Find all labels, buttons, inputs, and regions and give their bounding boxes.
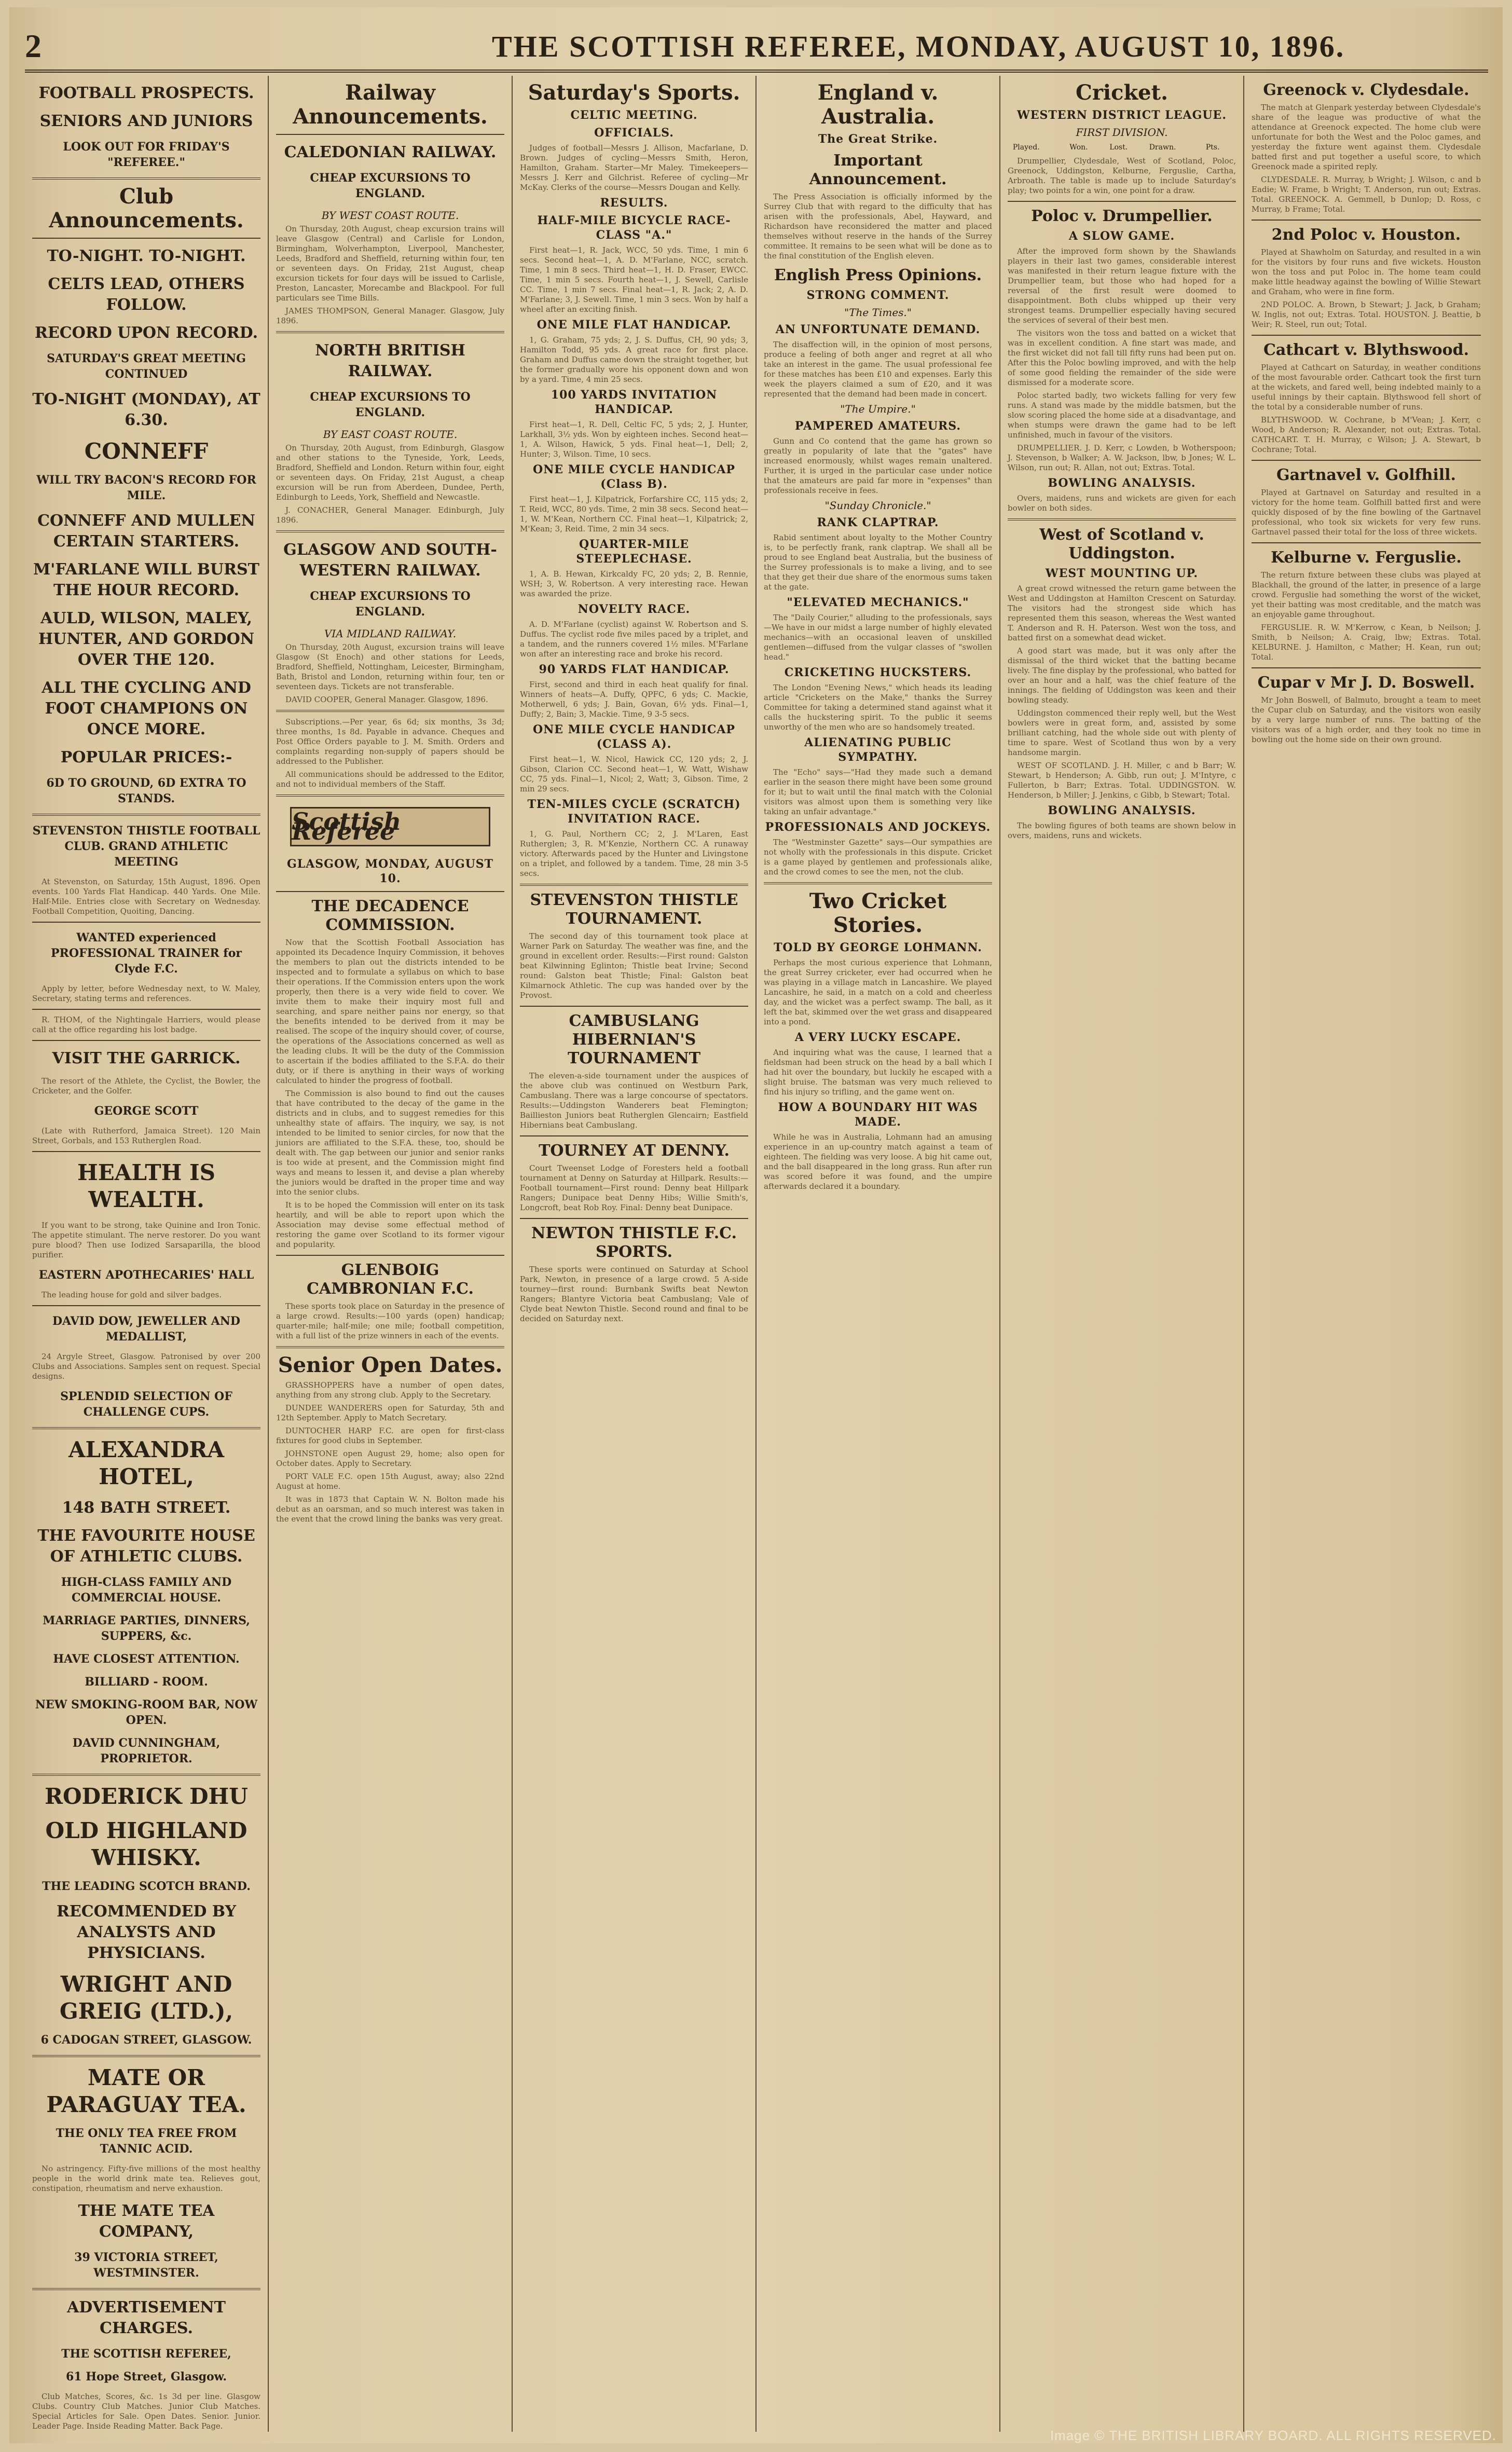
west-coast-route: BY WEST COAST ROUTE. xyxy=(321,209,459,222)
alexandra-address: 148 BATH STREET. xyxy=(62,1499,231,1517)
alienating-sympathy: ALIENATING PUBLIC SYMPATHY. xyxy=(804,736,952,764)
col-drawn: Drawn. xyxy=(1149,143,1176,152)
the-umpire: "The Umpire." xyxy=(840,403,916,415)
mate-address: 39 VICTORIA STREET, WESTMINSTER. xyxy=(74,2251,218,2280)
scottish-referee-logo: Scottish Referee xyxy=(290,807,490,846)
ninety-yards: 90 YARDS FLAT HANDICAP. xyxy=(539,663,730,676)
conneff-name: CONNEFF xyxy=(84,439,209,464)
sunday-chronicle: "Sunday Chronicle." xyxy=(824,499,931,512)
cupar-boswell-heading: Cupar v Mr J. D. Boswell. xyxy=(1257,674,1475,692)
great-strike: The Great Strike. xyxy=(818,132,938,146)
eastern-apothecaries: EASTERN APOTHECARIES' HALL xyxy=(38,1268,254,1282)
saturday-great-meeting: SATURDAY'S GREAT MEETING CONTINUED xyxy=(47,352,246,381)
novelty-race: NOVELTY RACE. xyxy=(578,602,691,616)
alexandra-hotel: ALEXANDRA HOTEL, xyxy=(68,1437,225,1489)
masthead xyxy=(25,18,1488,73)
favourite-house: THE FAVOURITE HOUSE OF ATHLETIC CLUBS. xyxy=(37,1527,255,1566)
caledonian-railway: CALEDONIAN RAILWAY. xyxy=(284,143,497,161)
columns xyxy=(25,76,1488,2432)
one-mile-flat: ONE MILE FLAT HANDICAP. xyxy=(537,318,732,332)
results-heading: RESULTS. xyxy=(600,196,668,210)
col-lost: Lost. xyxy=(1109,143,1128,152)
pampered-amateurs: PAMPERED AMATEURS. xyxy=(794,419,961,433)
ten-miles-cycle: TEN-MILES CYCLE (SCRATCH) INVITATION RACE. xyxy=(527,798,741,826)
cambuslang-heading: CAMBUSLANG HIBERNIAN'S TOURNAMENT xyxy=(567,1012,701,1067)
smoking-room: NEW SMOKING-ROOM BAR, NOW OPEN. xyxy=(35,1698,258,1727)
bowling-analysis-2: BOWLING ANALYSIS. xyxy=(1048,804,1196,817)
marriage-parties: MARRIAGE PARTIES, DINNERS, SUPPERS, &c. xyxy=(43,1614,250,1643)
poloc-houston-heading: 2nd Poloc v. Houston. xyxy=(1271,226,1461,244)
stevenston-ad: STEVENSTON THISTLE FOOTBALL CLUB. GRAND ATHLETIC MEETING xyxy=(32,824,260,869)
senior-open-dates-heading: Senior Open Dates. xyxy=(278,1353,503,1377)
gartnavel-golfhill-heading: Gartnavel v. Golfhill. xyxy=(1276,466,1456,484)
newton-thistle-heading: NEWTON THISTLE F.C. SPORTS. xyxy=(531,1224,737,1261)
roderick-dhu: RODERICK DHU xyxy=(45,1784,248,1809)
glenboig-heading: GLENBOIG CAMBRONIAN F.C. xyxy=(307,1261,474,1298)
railway-heading: Railway Announcements. xyxy=(293,80,488,129)
copyright-notice: Image © THE BRITISH LIBRARY BOARD. ALL RIGHTS RESERVED. xyxy=(1050,2428,1496,2443)
celtic-meeting: CELTIC MEETING. xyxy=(570,108,698,122)
highland-whisky: OLD HIGHLAND WHISKY. xyxy=(45,1818,248,1870)
told-by-lohmann: TOLD BY GEORGE LOHMANN. xyxy=(774,941,982,954)
wright-greig-address: 6 CADOGAN STREET, GLASGOW. xyxy=(40,2033,252,2047)
one-mile-cycle-b: ONE MILE CYCLE HANDICAP (Class B). xyxy=(533,463,735,491)
tonight-banner: TO-NIGHT. TO-NIGHT. xyxy=(47,247,246,265)
column-3: Saturday's Sports. CELTIC MEETING. OFFICIALS. Judges of football—Messrs J. Allison, Macfarlane, D. Brown. Judges of cycling—Messrs Smith, Heron, Hamilton, Graham. Starter—Mr Maley. Timekeepers—Messrs J. Kerr and Gilchrist. Referee of cycling—Mr McKay. Clerks of the course—Messrs Dougan and Kelly. RESULTS. HALF-MILE BICYCLE RACE-CLASS "A." First heat—1, R. Jack, WCC, 50 yds. Time, 1 min 6 secs. Second heat—1, A. D. M'Farlane, NCC, scratch. Time, 1 min 8 secs. Third heat—1, H. D. Fraser, EWCC. Time, 1 min 5 secs. Fourth heat—1, J. Sewell, Carlisle CC. Time, 1 min 7 secs. Final heat—1, R. Jack; 2, A. D. M'Farlane; 3, J. Sewell. Time, 1 min 3 secs. Won by half a wheel after an exciting finish. ONE MILE FLAT HANDICAP. 1, G. Graham, 75 yds; 2, J. S. Duffus, CH, 90 yds; 3, Hamilton Todd, 95 yds. A great race for first place. Graham and Duffus came down the straight together, but the former gradually wore his opponent down and won by a yard. Time, 4 min 25 secs. 100 YARDS INVITATION HANDICAP. First heat—1, R. Dell, Celtic FC, 5 yds; 2, J. Hunter, Larkhall, 3½ yds. Won by eighteen inches. Second heat—1, A. Wilson, Hawick, 5 yds. Final heat—1, Dell; 2, Hunter; 3, Wilson. Time, 10 secs. ONE MILE CYCLE HANDICAP (Class B). First heat—1, J. Kilpatrick, Forfarshire CC, 115 yds; 2, T. Reid, WCC, 80 yds. Time, 2 min 38 secs. Second heat—1, W. M'Kean, Northern CC. Final heat—1, Kilpatrick; 2, M'Kean; 3, Reid. Time, 2 min 34 secs. QUARTER-MILE STEEPLECHASE. 1, A. B. Hewan, Kirkcaldy FC, 20 yds; 2, B. Rennie, WSH; 3, W. Robertson. A very interesting race. Hewan was awarded the prize. NOVELTY RACE. A. D. M'Farlane (cyclist) against W. Robertson and S. Duffus. The cyclist rode five miles paced by a triplet, and a tandem, and the runners covered 1½ miles. M'Farlane won after an interesting race and broke his record. 90 YARDS FLAT HANDICAP. First, second and third in each heat qualify for final. Winners of heats—A. Duffy, QPFC, 6 yds; C. Mackie, Motherwell, 6 yds; J. Bain, Govan, 6½ yds. Final—1, Duffy; 2, Bain; 3, Mackie. Time, 9 3-5 secs. ONE MILE CYCLE HANDICAP (CLASS A). First heat—1, W. Nicol, Hawick CC, 120 yds; 2, J. Gibson, Clarion CC. Second heat—1, W. Watt, Wishaw CC, 75 yds. Final—1, Nicol; 2, Watt; 3, Gibson. Time, 2 min 29 secs. TEN-MILES CYCLE (SCRATCH) INVITATION RACE. 1, G. Paul, Northern CC; 2, J. M'Laren, East Rutherglen; 3, R. M'Kenzie, Northern CC. A runaway victory. Afterwards paced by the Hunter and Livingstone on a triplet, and followed by a tandem. Time, 28 min 3-5 secs. STEVENSTON THISTLE TOURNAMENT. The second day of this tournament took place at Warner Park on Saturday. The weather was fine, and the ground in excellent order. Results:—First round: Galston beat Kilwinning Eglinton; Thistle beat Irvine; Second round: Galston beat Thistle; Final: Galston beat Kilmarnock Athletic. The cup was handed over by the Provost. CAMBUSLANG HIBERNIAN'S TOURNAMENT The eleven-a-side tournament under the auspices of the above club was continued on Westburn Park, Cambuslang. There was a large concourse of spectators. Results:—Uddingston Wanderers beat Flemington; Baillieston Juniors beat Rutherglen Glencairn; Eastfield Hibernians beat Cambuslang. TOURNEY AT DENNY. Court Tweenset Lodge of Foresters held a football tournament at Denny on Saturday at Hillpark. Results:—Football tournament—First round: Denny beat Hillpark Rangers; Dunipace beat Denny Hibs; Willie Smith's, Longcroft, beat Rob Roy. Final: Denny beat Dunipace. NEWTON THISTLE F.C. SPORTS. These sports were continued on Saturday at School Park, Newton, in presence of a large crowd. 5 A-side tourney—first round: Burnbank Swifts beat Newton Rangers; Blantyre Victoria beat Cambuslang; Vale of Clyde beat Newton Thistle. Second round and final to be decided on Saturday next. xyxy=(513,76,757,2432)
one-mile-cycle-a: ONE MILE CYCLE HANDICAP (CLASS A). xyxy=(533,723,735,751)
proprietor: DAVID CUNNINGHAM, PROPRIETOR. xyxy=(72,1736,221,1765)
england-australia-heading: England v. Australia. xyxy=(817,80,939,129)
george-scott: GEORGE SCOTT xyxy=(94,1104,199,1118)
western-district-league: WESTERN DISTRICT LEAGUE. xyxy=(1016,108,1227,122)
column-6: Greenock v. Clydesdale. The match at Glenpark yesterday between Clydesdale's share of the league was productive of what the attendance at Greenock expected. The home club were unfortunate for both the West and the Poloc games, and yesterday the fixture went against them. Clydesdale batted first and put together a useful score, to which Greenock made a spirited reply. CLYDESDALE. R. Murray, b Wright; J. Wilson, c and b Eadie; W. Frame, b Wright; T. Anderson, run out; Extras. Total. GREENOCK. A. Gemmell, b Dunlop; D. Ross, c Murray, b Frame; Total. 2nd Poloc v. Houston. Played at Shawholm on Saturday, and resulted in a win for the visitors by four runs and five wickets. Houston won the toss and put Poloc in. The home team could make little headway against the bowling of Willie Stewart and Graham, who were in fine form. 2ND POLOC. A. Brown, b Stewart; J. Jack, b Graham; W. Inglis, not out; Extras. Total. HOUSTON. J. Beattie, b Weir; R. Steel, run out; Total. Cathcart v. Blythswood. Played at Cathcart on Saturday, in weather conditions of the most favourable order. Cathcart took the first turn at the wickets, and fared well, being indebted mainly to a useful innings by their captain. Blythswood fell short of the total by a considerable number of runs. BLYTHSWOOD. W. Cochrane, b M'Vean; J. Kerr, c Wood, b Anderson; R. Alexander, not out; Extras. Total. CATHCART. T. H. Murray, c Wilson; J. A. Stewart, b Cochrane; Total. Gartnavel v. Golfhill. Played at Gartnavel on Saturday and resulted in a victory for the home team. Golfhill batted first and were quickly disposed of by the fine bowling of the Gartnavel professional, who took six wickets for very few runs. Gartnavel passed their total for the loss of three wickets. Kelburne v. Ferguslie. The return fixture between these clubs was played at Blackhall, the ground of the latter, in presence of a large crowd. Ferguslie had something the worst of the wicket, yet their batting was most creditable, and the match was an enjoyable game throughout. FERGUSLIE. R. W. M'Kerrow, c Kean, b Neilson; J. Smith, b Neilson; A. Craig, lbw; Extras. Total. KELBURNE. J. Hamilton, c Mather; H. Kean, run out; Total. Cupar v Mr J. D. Boswell. Mr John Boswell, of Balmuto, brought a team to meet the Cupar club on Saturday, and the visitors won easily by a very large number of runs. The batting of the visitors was of a high order, and they took no time in bowling out the home side on their own ground. xyxy=(1252,81,1481,744)
important-announcement: Important Announcement. xyxy=(809,152,947,188)
column-5: Cricket. WESTERN DISTRICT LEAGUE. FIRST DIVISION. Played. Won. Lost. Drawn. Pts. Drumpellier, Clydesdale, West of Scotland, Poloc, Greenock, Uddingston, Kelburne, Ferguslie, Cartha, Arbroath. The table is made up to include Saturday's play; two points for a win, one point for a draw. Poloc v. Drumpellier. A SLOW GAME. After the improved form shown by the Shawlands players in their last two games, considerable interest was manifested in their return league fixture with the Drumpellier team, but those who had hoped for a reversal of the first result were doomed to disappointment. Both clubs whipped up their very strongest teams. Drumpellier especially having secured the services of several of their best men. The visitors won the toss and batted on a wicket that was in excellent condition. A fine start was made, and the first wicket did not fall till fifty runs had been put on. After this the Poloc bowling improved, and with the help of some good fielding the remainder of the side were dismissed for a moderate score. Poloc started badly, two wickets falling for very few runs. A stand was made by the middle batsmen, but the slow scoring placed the home side at a disadvantage, and when stumps were drawn the game had to be left unfinished, much in favour of the visitors. DRUMPELLIER. J. D. Kerr, c Lowden, b Wotherspoon; J. Stevenson, b Walker; A. W. Jackson, lbw, b Jones; W. L. Wilson, run out; R. Allan, not out; Extras. Total. BOWLING ANALYSIS. Overs, maidens, runs and wickets are given for each bowler on both sides. West of Scotland v. Uddingston. WEST MOUNTING UP. A great crowd witnessed the return game between the West and Uddingston at Hamilton Crescent on Saturday. The visitors had the strongest side which has represented them this season, whereas the West wanted T. Anderson and R. H. Paterson. West won the toss, and batted first on a somewhat dead wicket. A good start was made, but it was only after the dismissal of the third wicket that the batting became lively. The fine display by the professional, who batted for over an hour and a half, was the chief feature of the innings. The fielding of Uddingston was keen and their bowling steady. Uddingston commenced their reply well, but the West bowlers were in great form, and, assisted by some brilliant catching, had the whole side out with plenty of time to spare. West of Scotland thus won by a very handsome margin. WEST OF SCOTLAND. J. H. Miller, c and b Barr; W. Stewart, b Henderson; A. Gibb, run out; J. M'Intyre, c Fullerton, b Barr; Extras. Total. UDDINGSTON. W. Henderson, b Miller; J. Jenkins, c Gibb, b Stewart; Total. BOWLING ANALYSIS. The bowling figures of both teams are shown below in overs, maidens, runs and wickets. xyxy=(1000,76,1244,2432)
tonight-monday: TO-NIGHT (MONDAY), AT 6.30. xyxy=(32,390,260,429)
closest-attention: HAVE CLOSEST ATTENTION. xyxy=(53,1652,240,1666)
col-pts: Pts. xyxy=(1205,143,1220,152)
club-announcements-heading: Club Announcements. xyxy=(49,184,244,232)
via-midland: VIA MIDLAND RAILWAY. xyxy=(324,627,457,640)
seniors-juniors: SENIORS AND JUNIORS xyxy=(39,112,253,130)
cricket-heading: Cricket. xyxy=(1075,80,1169,105)
auld-wilson-line: AULD, WILSON, MALEY, HUNTER, AND GORDON OVER THE 120. xyxy=(38,609,255,669)
column-2: Railway Announcements. CALEDONIAN RAILWAY. CHEAP EXCURSIONS TO ENGLAND. BY WEST COAST ROUTE. On Thursday, 20th August, cheap excursion trains will leave Glasgow (Central) and Carlisle for London, Birmingham, Wolverhampton, Liverpool, Manchester, Leeds, Bradford and Sheffield, returning within four, ten or seventeen days. On Friday, 21st August, cheap excursion tickets for four days will be issued to Carlisle, Preston, Lancaster, Morecambe and Blackpool. For full particulars see Time Bills. JAMES THOMPSON, General Manager. Glasgow, July 1896. NORTH BRITISH RAILWAY. CHEAP EXCURSIONS TO ENGLAND. BY EAST COAST ROUTE. On Thursday, 20th August, from Edinburgh, Glasgow and other stations to the Tyneside, York, Leeds, Bradford, Sheffield and London. Return within four, eight or seventeen days. On Friday, 21st August, a cheap excursion will be run from Aberdeen, Dundee, Perth, Edinburgh to Leeds, York, Sheffield and Newcastle. J. CONACHER, General Manager. Edinburgh, July 1896. GLASGOW AND SOUTH-WESTERN RAILWAY. CHEAP EXCURSIONS TO ENGLAND. VIA MIDLAND RAILWAY. On Thursday, 20th August, excursion trains will leave Glasgow (St Enoch) and other stations for Leeds, Bradford, Sheffield, Nottingham, Leicester, Birmingham, Bath, Bristol and London, returning within four, ten or seventeen days. Tickets are not transferable. DAVID COOPER, General Manager. Glasgow, 1896. Subscriptions.—Per year, 6s 6d; six months, 3s 3d; three months, 1s 8d. Payable in advance. Cheques and Post Office Orders payable to J. M. Smith. Orders and complaints regarding non-supply of papers should be addressed to the Publisher. All communications should be addressed to the Editor, and not to individual members of the Staff. Scottish Referee GLASGOW, MONDAY, AUGUST 10. THE DECADENCE COMMISSION. Now that the Scottish Football Association has appointed its Decadence Inquiry Commission, it behoves the members to plan out the districts intended to be inspected and to formulate a syllabus on which to base their operations. If the Commission enters upon the work properly, then there is a very wide field to cover. We invite them to make their inquiry most full and searching, and spare neither pains nor energy, so that the benefits intended to be derived from it may be realised. The scope of the inquiry should cover, of course, the operations of the Associations concerned as well as the leading clubs. It will be the duty of the Commission to ascertain if the bodies affiliated to the S.F.A. do their duty, or if there is anything in their ways of working calculated to hinder the progress of football. The Commission is also bound to find out the causes that have contributed to the decay of the game in the districts and in clubs, and to suggest remedies for this unhealthy state of affairs. The inquiry, we say, is not intended to be limited to senior circles, for now that the juniors are affiliated to the S.F.A. these, too, should be dealt with. The gap between our junior and senior ranks is too wide at present, and the Commission might find ways and means to lessen it, and devise a plan whereby the juniors would be drafted in the proper time and way into the senior clubs. It is to be hoped the Commission will enter on its task heartily, and will be able to report upon which the Association may devise some effectual method of restoring the game over Scotland to its former vigour and popularity. GLENBOIG CAMBRONIAN F.C. These sports took place on Saturday in the presence of a large crowd. Results:—100 yards (open) handicap; quarter-mile; half-mile; one mile; football competition, with a full list of the prize winners in each of the events. Senior Open Dates. GRASSHOPPERS have a number of open dates, anything from any strong club. Apply to the Secretary. DUNDEE WANDERERS open for Saturday, 5th and 12th September. Apply to Match Secretary. DUNTOCHER HARP F.C. are open for first-class fixtures for good clubs in September. JOHNSTONE open August 29, home; also open for October dates. Apply to Secretary. PORT VALE F.C. open 15th August, away; also 22nd August at home. It was in 1873 that Captain W. N. Bolton made his debut as an oarsman, and so much interest was taken in the event that the crowd lining the banks was very great. xyxy=(269,76,513,2432)
col-won: Won. xyxy=(1069,143,1088,152)
first-division: FIRST DIVISION. xyxy=(1076,126,1168,139)
prices-detail: 6D TO GROUND, 6D EXTRA TO STANDS. xyxy=(46,776,246,805)
col-played: Played. xyxy=(1012,143,1040,152)
conneff-record: WILL TRY BACON'S RECORD FOR MILE. xyxy=(36,473,256,502)
advertisement-charges: ADVERTISEMENT CHARGES. xyxy=(66,2298,226,2337)
mate-tea: MATE OR PARAGUAY TEA. xyxy=(46,2065,246,2117)
health-wealth: HEALTH IS WEALTH. xyxy=(77,1160,215,1212)
gsw-cheap: CHEAP EXCURSIONS TO ENGLAND. xyxy=(310,590,471,619)
visit-garrick: VISIT THE GARRICK. xyxy=(52,1049,241,1067)
adv-address: 61 Hope Street, Glasgow. xyxy=(65,2370,227,2383)
officials-heading: OFFICIALS. xyxy=(594,126,674,140)
bowling-analysis-1: BOWLING ANALYSIS. xyxy=(1048,476,1196,490)
hundred-yards: 100 YARDS INVITATION HANDICAP. xyxy=(551,388,718,416)
caledonian-cheap: CHEAP EXCURSIONS TO ENGLAND. xyxy=(310,171,471,200)
north-british-railway: NORTH BRITISH RAILWAY. xyxy=(315,341,465,380)
the-times: "The Times." xyxy=(844,306,912,319)
billiard-room: BILLIARD - ROOM. xyxy=(85,1675,208,1689)
west-mounting-up: WEST MOUNTING UP. xyxy=(1045,567,1199,580)
press-opinions-heading: English Press Opinions. xyxy=(774,266,982,284)
poloc-drumpellier-heading: Poloc v. Drumpellier. xyxy=(1031,207,1213,225)
record-upon-record: RECORD UPON RECORD. xyxy=(34,324,258,342)
kelburne-ferguslie-heading: Kelburne v. Ferguslie. xyxy=(1271,549,1462,567)
all-cycling-line: ALL THE CYCLING AND FOOT CHAMPIONS ON ONCE MORE. xyxy=(42,679,251,738)
glasgow-sw-railway: GLASGOW AND SOUTH-WESTERN RAILWAY. xyxy=(283,541,497,580)
stevenston-tournament-heading: STEVENSTON THISTLE TOURNAMENT. xyxy=(530,891,738,928)
david-dow: DAVID DOW, JEWELLER AND MEDALLIST, xyxy=(52,1314,241,1344)
half-mile-bicycle: HALF-MILE BICYCLE RACE-CLASS "A." xyxy=(537,214,731,242)
challenge-cups: SPLENDID SELECTION OF CHALLENGE CUPS. xyxy=(60,1390,232,1419)
unfortunate-demand: AN UNFORTUNATE DEMAND. xyxy=(775,323,981,336)
very-lucky-escape: A VERY LUCKY ESCAPE. xyxy=(794,1031,961,1044)
dateline: GLASGOW, MONDAY, AUGUST 10. xyxy=(286,857,494,885)
conneff-mullen: CONNEFF AND MULLEN CERTAIN STARTERS. xyxy=(37,512,255,551)
boundary-hit: HOW A BOUNDARY HIT WAS MADE. xyxy=(778,1101,978,1129)
elevated-mechanics: "ELEVATED MECHANICS." xyxy=(787,596,969,609)
decadence-commission-heading: THE DECADENCE COMMISSION. xyxy=(311,897,469,934)
leading-scotch: THE LEADING SCOTCH BRAND. xyxy=(42,1880,251,1893)
column-4: England v. Australia. The Great Strike. Important Announcement. The Press Association is officially informed by the Surrey Club that with regard to the difficulty that has arisen with the professionals, Abel, Hayward, and Richardson have reconsidered the matter and placed themselves without reserve in the hands of the Surrey committee. It remains to be seen what will be done as to the final constitution of the English eleven. English Press Opinions. STRONG COMMENT. "The Times." AN UNFORTUNATE DEMAND. The disaffection will, in the opinion of most persons, produce a feeling of both anger and regret at all who take an interest in the game. The usual professional fee for these matches has been £10 and expenses. Early this week the players claimed a sum of £20, and it was represented that the demand had been made in concert. "The Umpire." PAMPERED AMATEURS. Gunn and Co contend that the game has grown so greatly in popularity of late that the "gates" have increased enormously, whilst wages remain unaltered. Further, it is urged in the particular case under notice that the amateurs are paid far more in "expenses" than professionals receive in fees. "Sunday Chronicle." RANK CLAPTRAP. Rabid sentiment about loyalty to the Mother Country is, to be perfectly frank, rank claptrap. We shall all be proud to see England beat Australia, but the business of the Surrey professionals is to make a living, and to see that they get their due share of the enormous sums taken at the gate. "ELEVATED MECHANICS." The "Daily Courier," alluding to the professionals, says—We have in our midst a large number of highly elevated mechanics—with an occasional leaven of unskilled gentlemen—diffused from the vulgar classes of "swollen head." CRICKETING HUCKSTERS. The London "Evening News," which heads its leading article "Cricketers on the Make," thanks the Surrey Committee for taking a determined stand against what it calls the huckstering spirit. To the public it seems unworthy of the men who are so handsomely treated. ALIENATING PUBLIC SYMPATHY. The "Echo" says—"Had they made such a demand earlier in the season there might have been some ground for it; but to wait until the final match with the Colonial visitors was almost upon them is something very like taking an unfair advantage." PROFESSIONALS AND JOCKEYS. The "Westminster Gazette" says—Our sympathies are not wholly with the professionals in this dispute. Cricket is a game played by gentlemen and professionals alike, and the crowd comes to see the men, not the club. Two Cricket Stories. TOLD BY GEORGE LOHMANN. Perhaps the most curious experience that Lohmann, the great Surrey cricketer, ever had occurred when he was playing in a village match in Lancashire. We played Lancashire, he said, in a match on a cold and cheerless day, and the wicket was a perfect swamp. The ball, as it left the bat, skimmed over the wet grass and disappeared into a pond. A VERY LUCKY ESCAPE. And inquiring what was the cause, I learned that a fieldsman had been struck on the head by a ball which I had hit over the boundary, but luckily he escaped with a slight bruise. The batsman was very much relieved to find his injury so trifling, and the game went on. HOW A BOUNDARY HIT WAS MADE. While he was in Australia, Lohmann had an amusing experience in an up-country match against a team of eighteen. The fielding was very loose. A big hit came out, and the ball disappeared in the long grass. Run after run was scored before it was found, and the umpire afterwards declared it a boundary. xyxy=(757,76,1000,2432)
wanted-trainer: WANTED experienced PROFESSIONAL TRAINER for Clyde F.C. xyxy=(51,931,242,976)
football-prospects-heading: FOOTBALL PROSPECTS. xyxy=(38,84,254,102)
professionals-jockeys: PROFESSIONALS AND JOCKEYS. xyxy=(765,820,991,834)
look-out-line: LOOK OUT FOR FRIDAY'S "REFEREE." xyxy=(63,140,230,169)
league-table xyxy=(1008,142,1236,153)
high-class-house: HIGH-CLASS FAMILY AND COMMERCIAL HOUSE. xyxy=(61,1576,232,1605)
east-coast-route: BY EAST COAST ROUTE. xyxy=(323,428,458,441)
cricketing-hucksters: CRICKETING HUCKSTERS. xyxy=(784,666,972,679)
west-uddingston-heading: West of Scotland v. Uddingston. xyxy=(1039,526,1204,563)
slow-game: A SLOW GAME. xyxy=(1068,229,1175,243)
adv-paper: THE SCOTTISH REFEREE, xyxy=(61,2347,231,2361)
quarter-steeplechase: QUARTER-MILE STEEPLECHASE. xyxy=(576,538,692,566)
popular-prices: POPULAR PRICES:- xyxy=(60,748,232,766)
wright-greig: WRIGHT AND GREIG (LTD.), xyxy=(59,1971,233,2024)
greenock-clydesdale-heading: Greenock v. Clydesdale. xyxy=(1263,81,1469,99)
page-number: 2 xyxy=(25,28,42,64)
saturdays-sports-heading: Saturday's Sports. xyxy=(528,80,740,105)
newspaper-title: THE SCOTTISH REFEREE, MONDAY, AUGUST 10, 1896. xyxy=(492,30,1345,63)
tourney-denny-heading: TOURNEY AT DENNY. xyxy=(539,1142,730,1160)
cathcart-blythswood-heading: Cathcart v. Blythswood. xyxy=(1263,341,1469,359)
nb-cheap: CHEAP EXCURSIONS TO ENGLAND. xyxy=(310,390,471,419)
mcfarlane-line: M'FARLANE WILL BURST THE HOUR RECORD. xyxy=(33,560,260,599)
strong-comment: STRONG COMMENT. xyxy=(806,289,950,302)
two-cricket-stories-heading: Two Cricket Stories. xyxy=(809,889,947,937)
rank-claptrap: RANK CLAPTRAP. xyxy=(817,516,939,529)
celts-lead: CELTS LEAD, OTHERS FOLLOW. xyxy=(48,275,245,314)
table-header-row xyxy=(1008,142,1236,153)
recommended-by: RECOMMENDED BY ANALYSTS AND PHYSICIANS. xyxy=(56,1902,237,1962)
mate-sub: THE ONLY TEA FREE FROM TANNIC ACID. xyxy=(56,2127,237,2156)
mate-company: THE MATE TEA COMPANY, xyxy=(78,2202,215,2241)
column-1: FOOTBALL PROSPECTS. SENIORS AND JUNIORS LOOK OUT FOR FRIDAY'S "REFEREE." Club Announcements. TO-NIGHT. TO-NIGHT. CELTS LEAD, OTHERS FOLLOW. RECORD UPON RECORD. SATURDAY'S GREAT MEETING CONTINUED TO-NIGHT (MONDAY), AT 6.30. CONNEFF WILL TRY BACON'S RECORD FOR MILE. CONNEFF AND MULLEN CERTAIN STARTERS. M'FARLANE WILL BURST THE HOUR RECORD. AULD, WILSON, MALEY, HUNTER, AND GORDON OVER THE 120. ALL THE CYCLING AND FOOT CHAMPIONS ON ONCE MORE. POPULAR PRICES:- 6D TO GROUND, 6D EXTRA TO STANDS. STEVENSTON THISTLE FOOTBALL CLUB. GRAND ATHLETIC MEETING At Stevenston, on Saturday, 15th August, 1896. Open events. 100 Yards Flat Handicap. 440 Yards. One Mile. Half-Mile. Entries close with Secretary on Wednesday. Football Competition, Quoiting, Dancing. WANTED experienced PROFESSIONAL TRAINER for Clyde F.C. Apply by letter, before Wednesday next, to W. Maley, Secretary, stating terms and references. R. THOM, of the Nightingale Harriers, would please call at the office regarding his lost badge. VISIT THE GARRICK. The resort of the Athlete, the Cyclist, the Bowler, the Cricketer, and the Golfer. GEORGE SCOTT (Late with Rutherford, Jamaica Street). 120 Main Street, Gorbals, and 153 Rutherglen Road. HEALTH IS WEALTH. If you want to be strong, take Quinine and Iron Tonic. The appetite stimulant. The nerve restorer. Do you want pure blood? Then use Iodized Sarsaparilla, the blood purifier. EASTERN APOTHECARIES' HALL The leading house for gold and silver badges. DAVID DOW, JEWELLER AND MEDALLIST, 24 Argyle Street, Glasgow. Patronised by over 200 Clubs and Associations. Samples sent on request. Special designs. SPLENDID SELECTION OF CHALLENGE CUPS. ALEXANDRA HOTEL, 148 BATH STREET. THE FAVOURITE HOUSE OF ATHLETIC CLUBS. HIGH-CLASS FAMILY AND COMMERCIAL HOUSE. MARRIAGE PARTIES, DINNERS, SUPPERS, &c. HAVE CLOSEST ATTENTION. BILLIARD - ROOM. NEW SMOKING-ROOM BAR, NOW OPEN. DAVID CUNNINGHAM, PROPRIETOR. RODERICK DHU OLD HIGHLAND WHISKY. THE LEADING SCOTCH BRAND. RECOMMENDED BY ANALYSTS AND PHYSICIANS. WRIGHT AND GREIG (LTD.), 6 CADOGAN STREET, GLASGOW. MATE OR PARAGUAY TEA. THE ONLY TEA FREE FROM TANNIC ACID. No astringency. Fifty-five millions of the most healthy people in the world drink mate tea. Relieves gout, constipation, rheumatism and nerve exhaustion. THE MATE TEA COMPANY, 39 VICTORIA STREET, WESTMINSTER. ADVERTISEMENT CHARGES. THE SCOTTISH REFEREE, 61 Hope Street, Glasgow. Club Matches, Scores, &c. 1s 3d per line. Glasgow Clubs. Country Club Matches. Junior Club Matches. Special Articles for Sale. Open Dates. Senior. Junior. Leader Page. Inside Reading Matter. Back Page. xyxy=(25,76,269,2432)
newspaper-page xyxy=(9,7,1503,2443)
